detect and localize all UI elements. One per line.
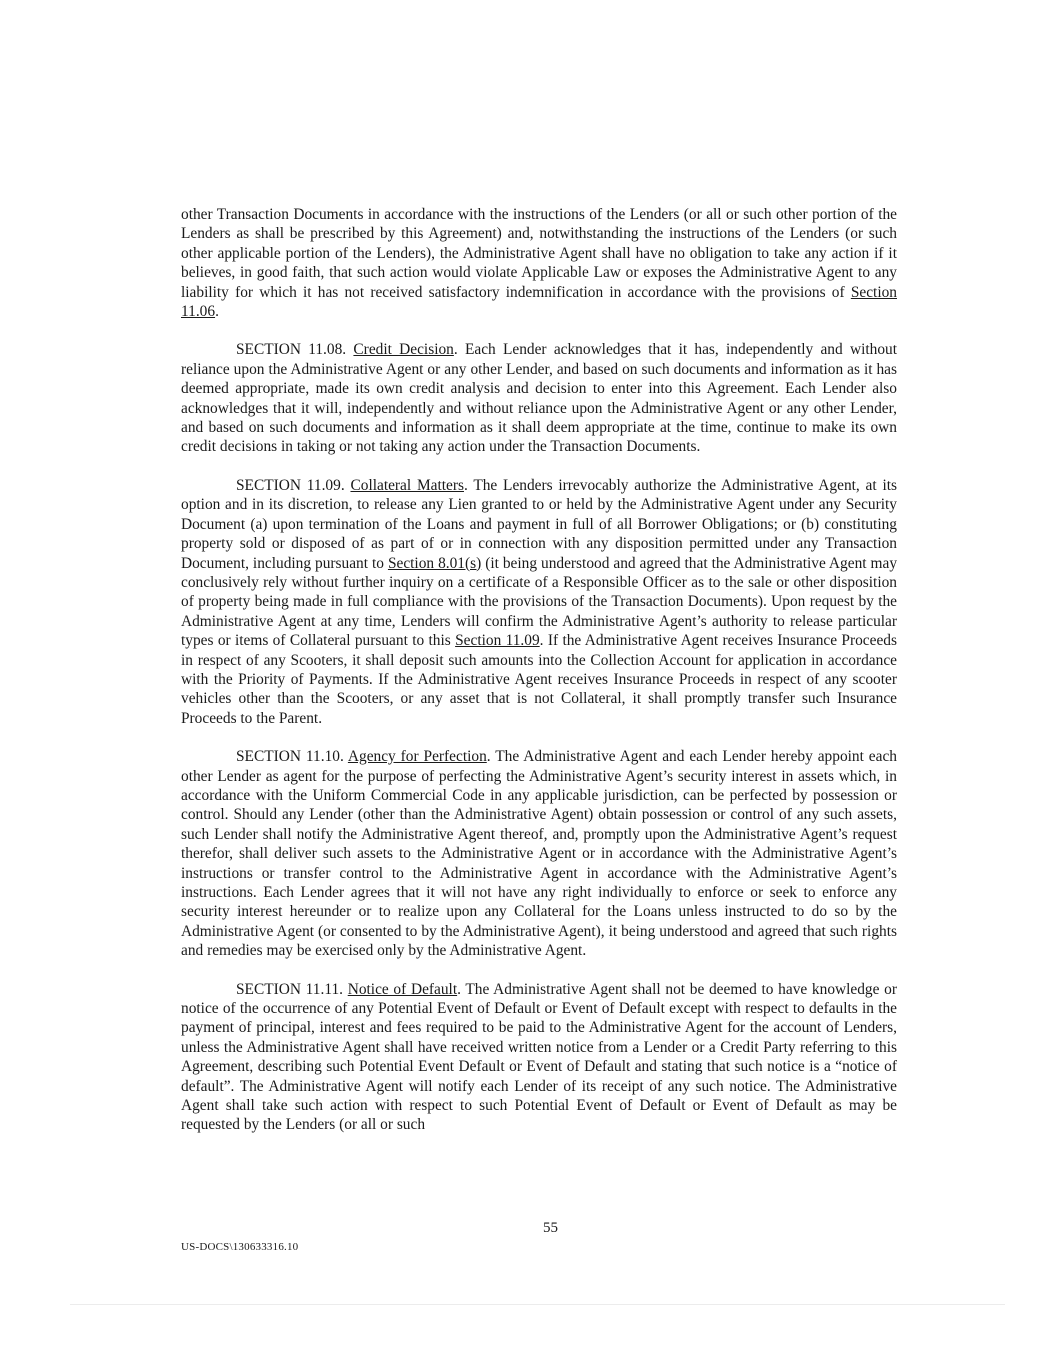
section-11-10-paragraph [181, 747, 897, 960]
paragraph-text: . The Administrative Agent shall not be deemed to have knowledge or notice of the occurrence of any Potential Event of Default or Event of Default except with respect to defaults in the payment of principal, interest and fees required to be paid to the Administrative Agent for the account of Lenders, unless the Administrative Agent shall have received written notice from a Lender or a Credit Party referring to this Agreement, describing such Potential Event Default or Event of Default and stating that such notice is a “notice of default”. The Administrative Agent will notify each Lender of its receipt of any such notice. The Administrative Agent shall take such action with respect to such Potential Event of Default or Event of Default as may be requested by the Lenders (or all or such [181, 980, 897, 1134]
cross-reference-section-11-06[interactable]: Section 11.06 [181, 283, 897, 321]
cross-reference-section-11-09[interactable]: Section 11.09 [455, 632, 540, 650]
cross-reference-section-8-01-s[interactable]: Section 8.01(s) [387, 554, 482, 572]
section-heading: Collateral Matters [350, 476, 464, 494]
section-heading: Credit Decision [353, 341, 454, 359]
continuation-paragraph [181, 205, 897, 321]
section-label: SECTION 11.10. [236, 748, 344, 766]
paragraph-end: . [215, 303, 219, 321]
section-label: SECTION 11.08. [236, 341, 347, 359]
section-11-09-paragraph [181, 476, 897, 728]
section-11-11-paragraph [181, 980, 897, 1135]
paragraph-text: other Transaction Documents in accordance with the instructions of the Lenders (or all or such other portion of the Lenders as shall be prescribed by this Agreement) and, notwithstanding the instructions of the Lenders (or such other applicable portion of the Lenders), the Administrative Agent shall have no obligation to take any action if it believes, in good faith, that such action would violate Applicable Law or exposes the Administrative Agent to any liability for which it has not received satisfactory indemnification in accordance with the provisions of [181, 206, 897, 301]
paragraph-text: (it being understood and agreed that the Administrative Agent may conclusively rely without further inquiry on a certificate of a Responsible Officer as to the sale or other disposition of property being made in full compliance with the provisions of the Transaction Documents). Upon request by the Administrative Agent at any time, Lenders will confirm the Administrative Agent’s authority to release particular types or items of Collateral pursuant to this [181, 554, 898, 650]
section-heading: Notice of Default [347, 980, 458, 998]
page-number: 55 [543, 1220, 558, 1236]
section-label: SECTION 11.11. [236, 980, 344, 998]
section-11-08-paragraph [181, 340, 897, 456]
page-bottom-divider [70, 1304, 1005, 1305]
paragraph-text: . Each Lender acknowledges that it has, independently and without reliance upon the Administrative Agent or any other Lender, and based on such documents and information as it has deemed appropriate, made its own credit analysis and decision to enter into this Agreement. Each Lender also acknowledges that it will, independently and without reliance upon the Administrative Agent or any other Lender, and based on such documents and information as it shall deem appropriate at the time, continue to make its own credit decisions in taking or not taking any action under the Transaction Documents. [181, 341, 897, 456]
section-label: SECTION 11.09. [236, 476, 345, 494]
section-heading: Agency for Perfection [347, 748, 487, 766]
document-id: US-DOCS\130633316.10 [181, 1241, 299, 1253]
paragraph-text: . The Administrative Agent and each Lender hereby appoint each other Lender as agent for the purpose of perfecting the Administrative Agent’s security interest in assets which, in accordance with the Uniform Commercial Code in any applicable jurisdiction, can be perfected by possession or control. Should any Lender (other than the Administrative Agent) obtain possession or control of any such assets, such Lender shall notify the Administrative Agent thereof, and, promptly upon the Administrative Agent’s request therefor, shall deliver such assets to the Administrative Agent or in accordance with the Administrative Agent’s instructions or transfer control to the Administrative Agent in accordance with the Administrative Agent’s instructions. Each Lender agrees that it will not have any right individually to enforce or seek to enforce any security interest hereunder or to realize upon any Collateral for the Loans unless instructed to do so by the Administrative Agent (or consented to by the Administrative Agent), it being understood and agreed that such rights and remedies may be exercised only by the Administrative Agent. [181, 748, 897, 960]
paragraph-text: . The Lenders irrevocably authorize the Administrative Agent, at its option and in its discretion, to release any Lien granted to or held by the Administrative Agent under any Security Document (a) upon termination of the Loans and payment in full of all Borrower Obligations; or (b) constituting property sold or disposed of as part of or in connection with any disposition permitted under any Transaction Document, including pursuant to [181, 476, 897, 572]
paragraph-text: . If the Administrative Agent receives Insurance Proceeds in respect of any Scooters, it shall deposit such amounts into the Collection Account for application in accordance with the Priority of Payments. If the Administrative Agent receives Insurance Proceeds in respect of any scooter vehicles other than the Scooters, or any asset that is not Collateral, it shall promptly transfer such Insurance Proceeds to the Parent. [181, 632, 897, 727]
body-text [181, 205, 897, 1154]
